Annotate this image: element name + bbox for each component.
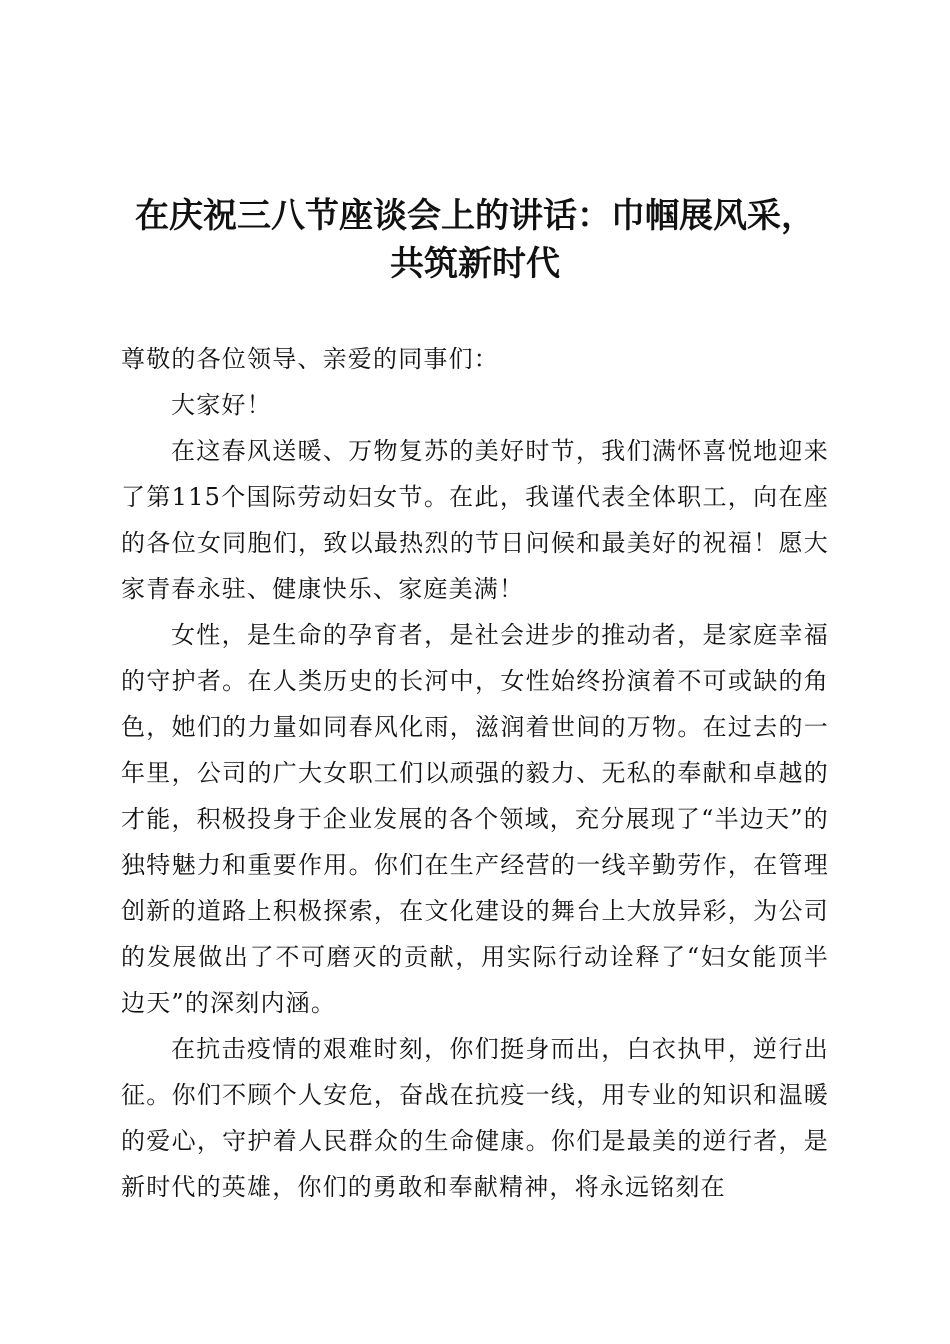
paragraph-epidemic: 在抗击疫情的艰难时刻，你们挺身而出，白衣执甲，逆行出征。你们不顾个人安危，奋战在抗疫一线，用专业的知识和温暖的爱心，守护着人民群众的生命健康。你们是最美的逆行者，是新时代的英雄，你们的勇敢和奉献精神，将永远铭刻在 [121, 1035, 829, 1201]
paragraph-women-role: 女性，是生命的孕育者，是社会进步的推动者，是家庭幸福的守护者。在人类历史的长河中，女性始终扮演着不可或缺的角色，她们的力量如同春风化雨，滋润着世间的万物。在过去的一年里，公司的广大女职工们以顽强的毅力、无私的奉献和卓越的才能，积极投身于企业发展的各个领域，充分展现了“半边天”的独特魅力和重要作用。你们在生产经营的一线辛勤劳作，在管理创新的道路上积极探索，在文化建设的舞台上大放异彩，为公司的发展做出了不可磨灭的贡献，用实际行动诠释了“妇女能顶半边天”的深刻内涵。 [121, 621, 829, 1017]
salutation: 尊敬的各位领导、亲爱的同事们： [121, 345, 499, 373]
title-line-1: 在庆祝三八节座谈会上的讲话：巾帼展风采， [135, 196, 815, 236]
paragraph-festival-wishes: 在这春风送暖、万物复苏的美好时节，我们满怀喜悦地迎来了第115个国际劳动妇女节。在此，我谨代表全体职工，向在座的各位女同胞们，致以最热烈的节日问候和最美好的祝福！愿大家青春永驻、健康快乐、家庭美满！ [121, 437, 829, 603]
paragraph-greeting: 大家好！ [171, 391, 272, 419]
document-body [121, 336, 829, 1210]
document-title [110, 192, 840, 288]
title-line-2: 共筑新时代 [390, 244, 560, 284]
